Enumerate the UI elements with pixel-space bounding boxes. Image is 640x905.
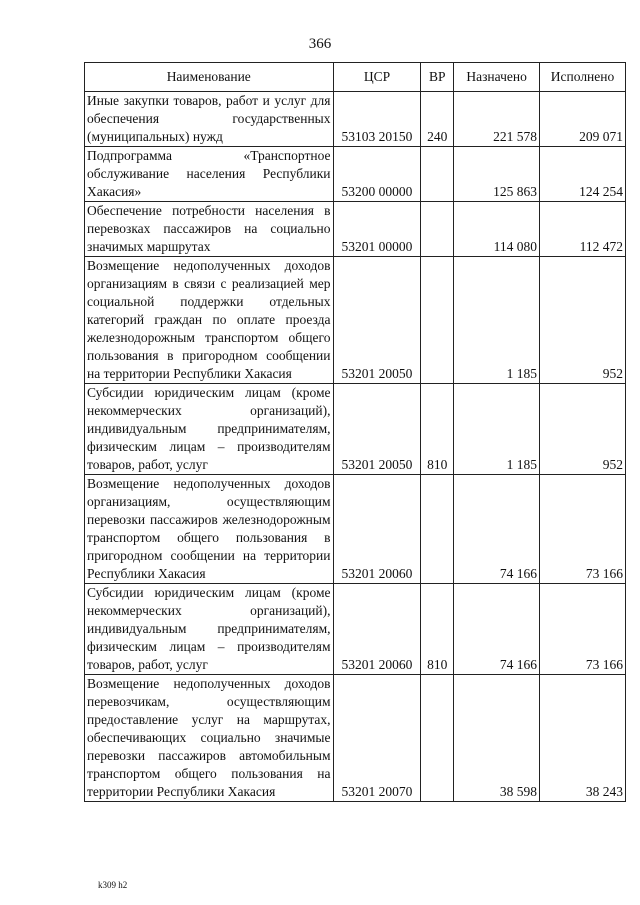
table-row <box>85 257 626 384</box>
table-header-row <box>85 63 626 92</box>
header-vr: ВР <box>421 63 454 92</box>
table-row <box>85 384 626 475</box>
row-assigned: 1 185 <box>454 384 540 475</box>
row-executed: 952 <box>540 384 626 475</box>
row-vr <box>421 475 454 584</box>
table-row <box>85 675 626 802</box>
row-csr: 53201 20050 <box>333 384 421 475</box>
row-executed: 209 071 <box>540 92 626 147</box>
header-executed: Исполнено <box>540 63 626 92</box>
row-vr <box>421 147 454 202</box>
row-vr: 810 <box>421 384 454 475</box>
row-vr <box>421 202 454 257</box>
row-csr: 53201 20070 <box>333 675 421 802</box>
footer-code: k309 h2 <box>98 880 128 890</box>
table-row <box>85 92 626 147</box>
table-row <box>85 202 626 257</box>
row-vr <box>421 257 454 384</box>
row-executed: 38 243 <box>540 675 626 802</box>
row-executed: 112 472 <box>540 202 626 257</box>
row-name: Иные закупки товаров, работ и услуг для обеспечения государственных (муниципальных) нужд <box>85 92 334 147</box>
table-row <box>85 584 626 675</box>
row-assigned: 221 578 <box>454 92 540 147</box>
row-assigned: 125 863 <box>454 147 540 202</box>
row-assigned: 74 166 <box>454 475 540 584</box>
header-assigned: Назначено <box>454 63 540 92</box>
row-assigned: 114 080 <box>454 202 540 257</box>
row-executed: 73 166 <box>540 475 626 584</box>
row-executed: 952 <box>540 257 626 384</box>
row-executed: 73 166 <box>540 584 626 675</box>
row-name: Субсидии юридическим лицам (кроме некоммерческих организаций), индивидуальным предпринимателям, физическим лицам – производителям товаров, работ, услуг <box>85 384 334 475</box>
budget-table <box>84 62 626 802</box>
row-assigned: 38 598 <box>454 675 540 802</box>
page-number: 366 <box>308 36 332 52</box>
row-csr: 53200 00000 <box>333 147 421 202</box>
header-csr: ЦСР <box>333 63 421 92</box>
row-name: Возмещение недополученных доходов организациям, осуществляющим перевозки пассажиров железнодорожным транспортом общего пользования в пригородном сообщении на территории Республики Хакасия <box>85 475 334 584</box>
row-vr: 240 <box>421 92 454 147</box>
row-vr: 810 <box>421 584 454 675</box>
row-executed: 124 254 <box>540 147 626 202</box>
row-csr: 53201 20060 <box>333 475 421 584</box>
row-name: Возмещение недополученных доходов перевозчикам, осуществляющим предоставление услуг на маршрутах, обеспечивающих социально значимые перевозки пассажиров автомобильным транспортом общего пользования на территории Республики Хакасия <box>85 675 334 802</box>
row-csr: 53201 20050 <box>333 257 421 384</box>
row-name: Обеспечение потребности населения в перевозках пассажиров на социально значимых маршрутах <box>85 202 334 257</box>
row-name: Подпрограмма «Транспортное обслуживание населения Республики Хакасия» <box>85 147 334 202</box>
row-name: Возмещение недополученных доходов организациям в связи с реализацией мер социальной поддержки отдельных категорий граждан по оплате проезда железнодорожным транспортом общего пользования в пригородном сообщении на территории Республики Хакасия <box>85 257 334 384</box>
table-row <box>85 475 626 584</box>
row-csr: 53103 20150 <box>333 92 421 147</box>
row-csr: 53201 20060 <box>333 584 421 675</box>
row-vr <box>421 675 454 802</box>
row-name: Субсидии юридическим лицам (кроме некоммерческих организаций), индивидуальным предпринимателям, физическим лицам – производителям товаров, работ, услуг <box>85 584 334 675</box>
row-csr: 53201 00000 <box>333 202 421 257</box>
row-assigned: 74 166 <box>454 584 540 675</box>
table-row <box>85 147 626 202</box>
header-name: Наименование <box>85 63 334 92</box>
row-assigned: 1 185 <box>454 257 540 384</box>
